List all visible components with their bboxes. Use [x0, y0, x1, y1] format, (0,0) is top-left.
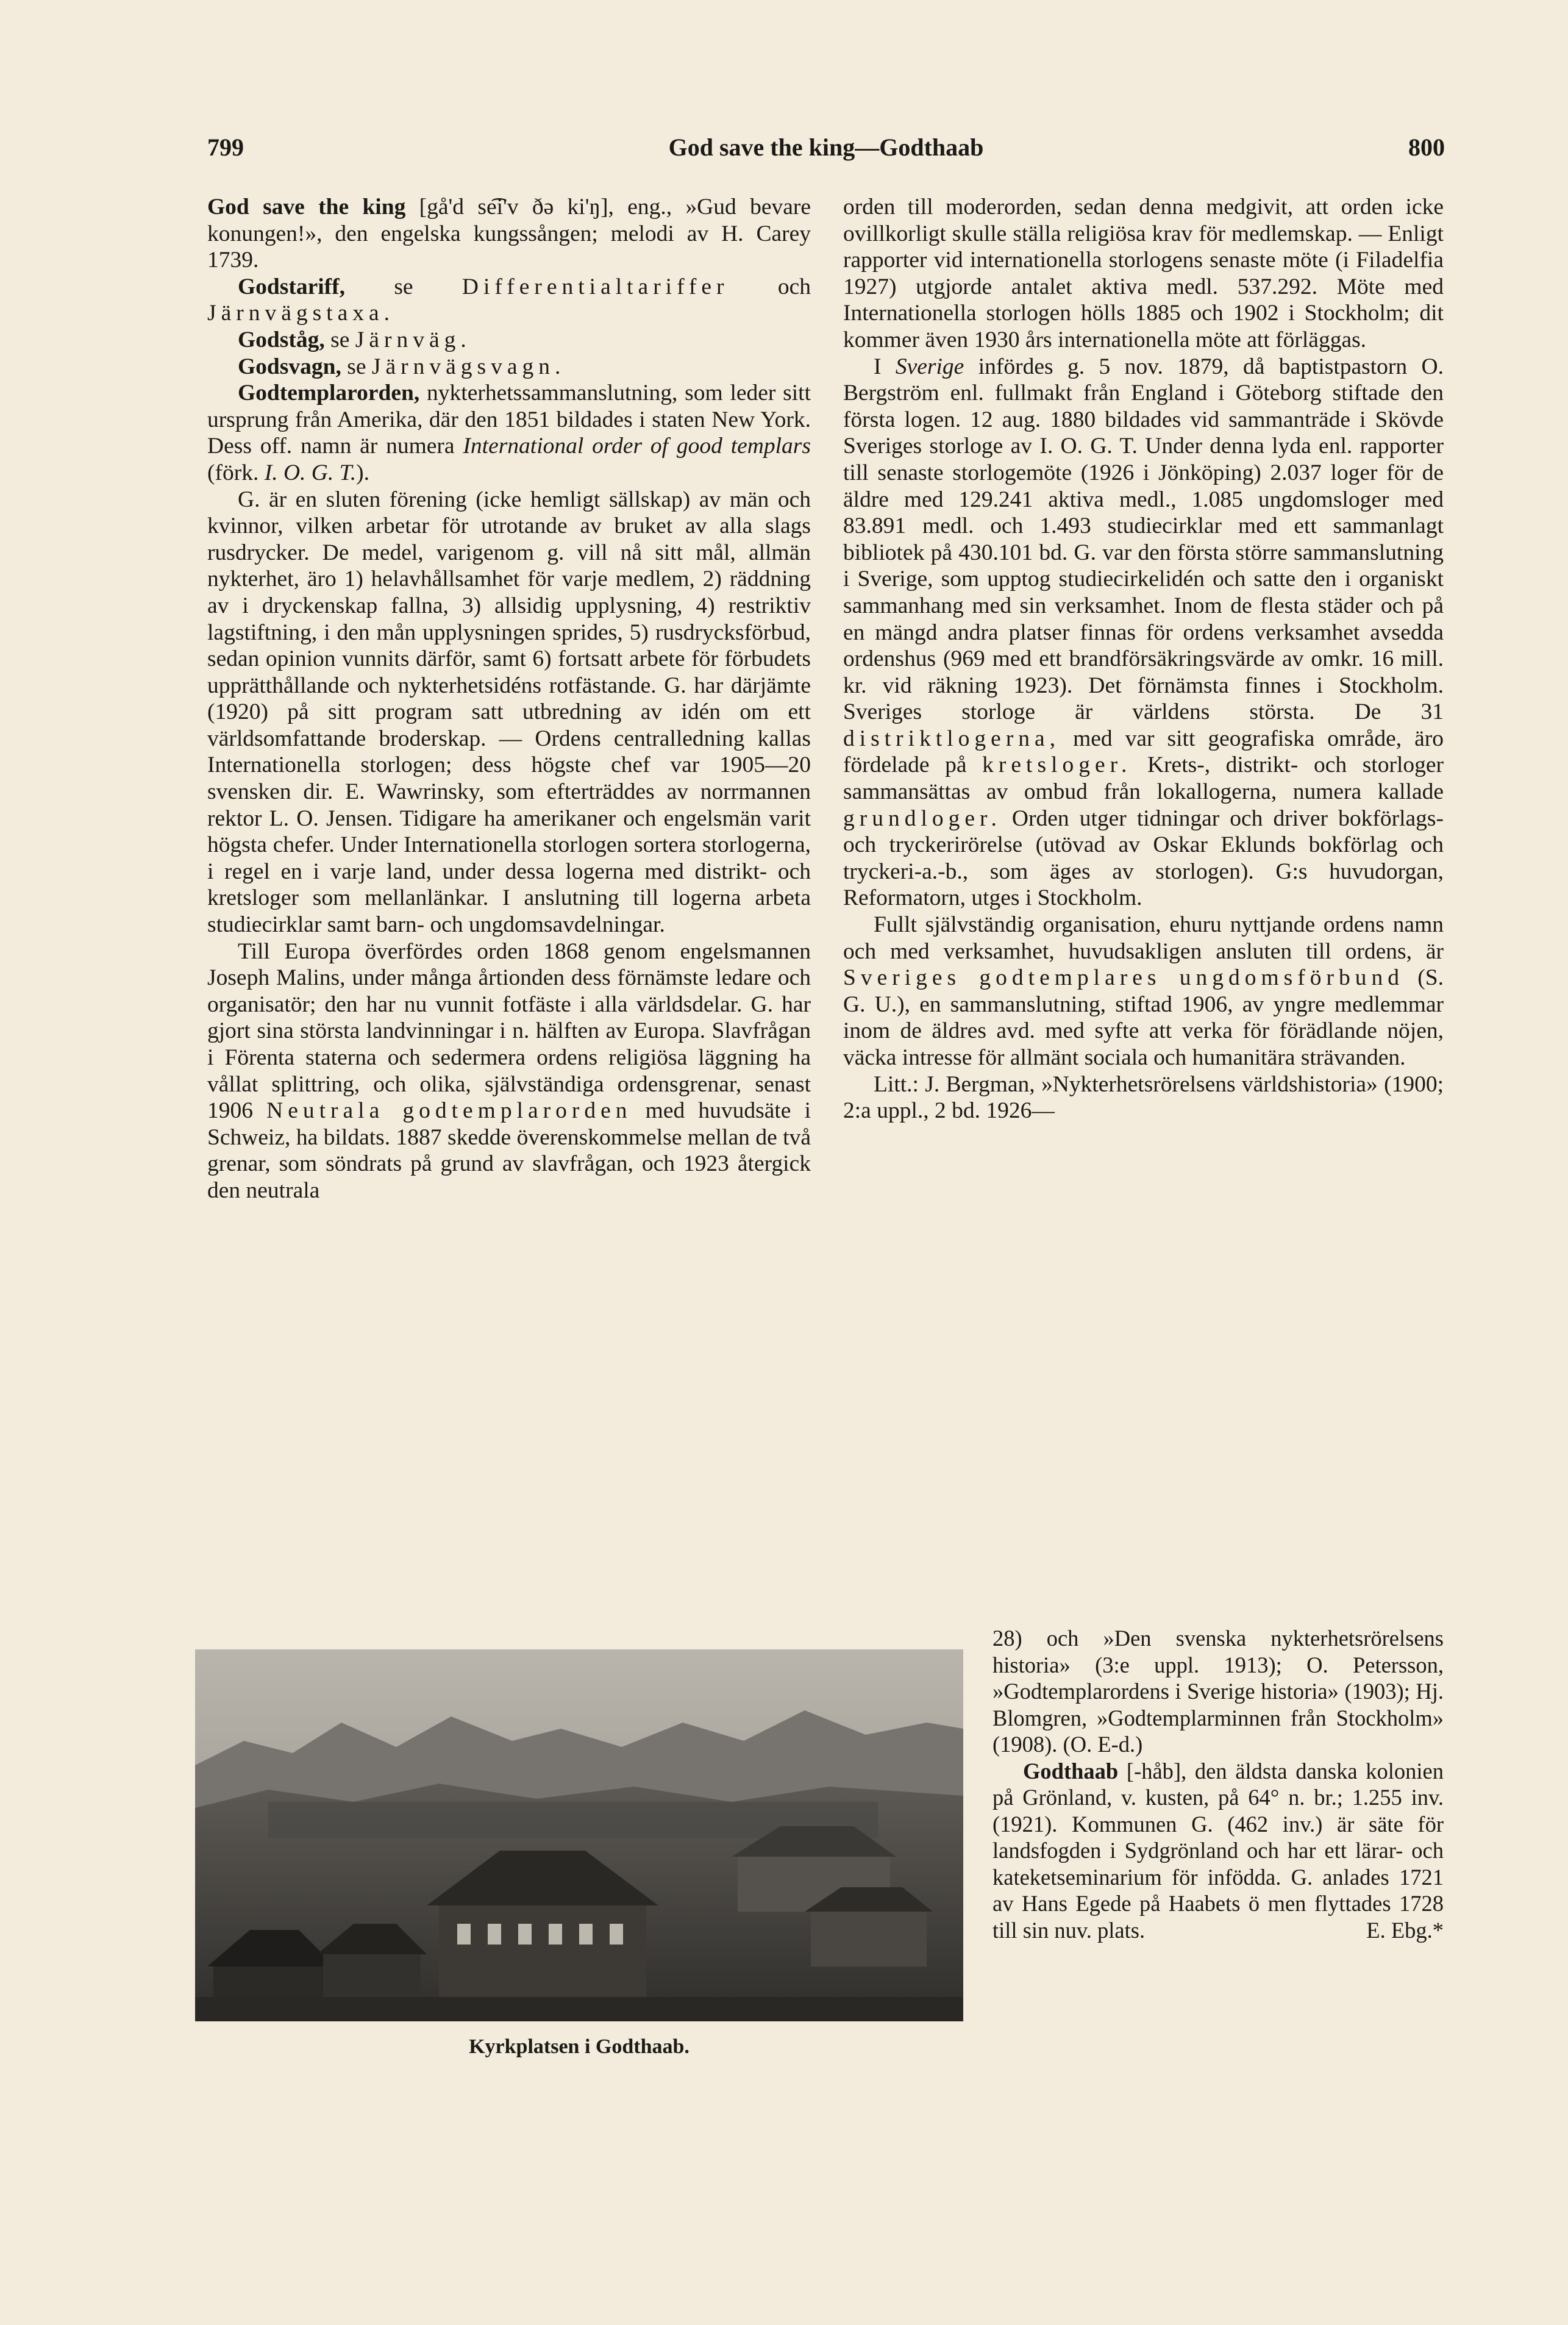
italic-name: International order of good templars — [463, 434, 811, 459]
page-number-right: 800 — [1408, 134, 1445, 161]
headword: Godthaab — [1023, 1758, 1119, 1784]
headword: God save the king — [207, 195, 406, 220]
entry-godstag — [207, 327, 811, 354]
entry-text: med huvudsäte i Schweiz, ha bildats. 1887 skedde överenskommelse mellan de två grenar, som söndrats på grund av slavfrågan, och 1923 återgick den neutrala — [207, 1098, 811, 1203]
entry-text: Fullt självständig organisation, ehuru nyttjande ordens namn och med verksamhet, huvudsakligen ansluten till ordens, är — [843, 912, 1444, 964]
entry-god-save-the-king — [207, 194, 811, 274]
entry-text: (förk. — [207, 460, 265, 485]
entry-text: nykterhetssammanslutning, som leder sitt ursprung från Amerika, där den 1851 bildades i staten New York. Dess off. namn är numera — [207, 380, 811, 459]
entry-text: infördes g. 5 nov. 1879, då baptistpastorn O. Bergström enl. fullmakt från England i Göteborg stiftade den första logen. 12 aug. 1880 bildades vid sammanträde i Skövde Sveriges storloge av I. O. G. T. Under denna lyda enl. rapporter till senaste storlogemöte (1926 i Jönköping) 2.037 loger för de äldre med 129.241 aktiva medl., 1.085 ungdomsloger med 83.891 medl. och 1.493 studiecirklar med ett sammanlagt bibliotek på 430.101 bd. G. var den första större sammanslutning i Sverige, som upptog studiecirkelidén och satte den i organiskt sammanhang med sin verksamhet. Inom de flesta städer och på en mängd andra platser finnas för ordens verksamhet avsedda ordenshus (969 med ett brandförsäkringsvärde av omkr. 16 mill. kr. vid räkning 1923). Det förnämsta finnes i Stockholm. Sveriges storloge är världens största. De 31 — [843, 354, 1444, 725]
entry-godtemplarorden — [207, 380, 811, 486]
halftone-photo — [195, 1649, 963, 2021]
entry-text: [gå'd se͡i'v ðə ki'ŋ], eng., »Gud bevare konungen!», den engelska kungssången; melodi av H. Carey 1739. — [207, 195, 811, 273]
paragraph: G. är en sluten förening (icke hemligt sällskap) av män och kvinnor, vilken arbetar för utrotande av bruket av alla slags rusdrycker. De medel, varigenom g. vill nå sitt mål, allmän nykterhet, äro 1) helavhållsamhet för varje medlem, 2) räddning av i dryckenskap fallna, 3) allsidig upplysning, 4) restriktiv lagstiftning, i den mån upplysningen sprides, 5) rusdrycksförbud, sedan opinion vunnits därför, samt 6) fortsatt arbete för förbudets upprätthållande och nykterhetsidéns rotfästande. G. har därjämte (1920) på sitt program satt utbredning av idén om ett världsomfattande broderskap. — Ordens centralledning kallas Internationella storlogen; dess högste chef var 1905—20 svensken dir. E. Wawrinsky, som efterträddes av norrmannen rektor L. O. Jensen. Tidigare ha amerikaner och engelsmän varit högsta chefer. Under Internationella storlogen sortera storlogerna, i regel en i varje land, under dessa logerna med distrikt- och kretsloger som mellanlänkar. I anslutning till logerna arbeta studiecirklar samt barn- och ungdomsavdelningar. — [207, 487, 811, 938]
cross-reference: Järnvägsvagn. — [371, 354, 566, 379]
entry-text: Orden utger tidningar och driver bokförlags- och tryckerirörelse (utövad av Oskar Eklunds bokförlag och tryckeri-a.-b., som äges av storlogen). G:s huvudorgan, Reformatorn, utges i Stockholm. — [843, 805, 1444, 911]
entry-text: med var sitt geografiska område, äro fördelade på — [843, 726, 1444, 778]
author-signature: E. Ebg.* — [1366, 1917, 1444, 1943]
entry-text: (S. G. U.), en sammanslutning, stiftad 1906, av yngre medlemmar inom de äldres avd. med syfte att verka för förädlande nöjen, väcka intresse för allmänt sociala och humanitära strävanden. — [843, 965, 1444, 1070]
running-header — [207, 133, 1445, 170]
literature-reference: Litt.: J. Bergman, »Nykterhetsrörelsens världshistoria» (1900; 2:a uppl., 2 bd. 1926— — [843, 1071, 1444, 1124]
cross-reference: Differentialtariffer — [461, 274, 729, 299]
headword: Godstariff, — [238, 274, 346, 299]
entry-godthaab — [992, 1758, 1444, 1944]
see-label: se — [341, 354, 372, 379]
entry-text: [-håb], den äldsta danska kolonien på Grönland, v. kusten, på 64° n. br.; 1.255 inv. (1921). Kommunen G. (462 inv.) är säte för landsfogden i Sydgrönland och har ett lärar- och kateketseminarium för infödda. G. anlades 1721 av Hans Egede på Haabets ö men flyttades 1728 till sin nuv. plats. — [992, 1758, 1444, 1943]
running-title: God save the king—Godthaab — [668, 134, 984, 161]
headword: Godsvagn, — [238, 354, 341, 379]
paragraph — [843, 912, 1444, 1071]
paragraph: orden till moderorden, sedan denna medgivit, att orden icke ovillkorligt skulle ställa religiösa krav för medlemskap. — Enligt rapporter vid internationella storlogens senaste möte (i Filadelfia 1927) utgjorde antalet aktiva medl. 537.292. Möte med Internationella storlogen hölls 1885 och 1902 i Stockholm; dit kommer även 1930 års internationella möte att förläggas. — [843, 195, 1444, 352]
entry-godstariff — [207, 274, 811, 327]
right-column — [843, 194, 1444, 1124]
right-column-narrow — [992, 1625, 1444, 1943]
abbreviation: I. O. G. T. — [264, 460, 357, 485]
spaced-term: kretsloger. — [982, 752, 1132, 778]
see-label: se — [345, 274, 462, 299]
spaced-term: Neutrala godtemplarorden — [266, 1098, 632, 1124]
spaced-term: grundloger. — [843, 805, 1002, 831]
conjunction: och — [729, 274, 811, 299]
entry-text: Till Europa överfördes orden 1868 genom engelsmannen Joseph Malins, under många årtionden dess förnämste ledare och organisatör; den har nu vunnit fotfäste i alla världsdelar. G. har gjort sina största landvinningar i n. hälften av Europa. Slavfrågan i Förenta staterna och sedermera ordens religiösa läggning ha vållat splittring, och olika, självständiga ordensgrenar, senast 1906 — [207, 938, 811, 1124]
entry-text: Krets-, distrikt- och storloger sammansättas av ombud från lokallogerna, numera kallade — [843, 752, 1444, 805]
left-column — [207, 194, 811, 1204]
headword: Godståg, — [238, 327, 325, 352]
spaced-term: Sveriges godtemplares ungdomsförbund — [843, 965, 1404, 991]
italic-term: Sverige — [895, 354, 964, 379]
cross-reference: Järnväg. — [355, 327, 471, 352]
see-label: se — [324, 327, 355, 352]
entry-text: ). — [356, 460, 369, 485]
paragraph — [207, 938, 811, 1204]
entry-text: I — [874, 354, 896, 379]
page-number-left: 799 — [207, 134, 244, 161]
paragraph — [843, 354, 1444, 912]
figure-caption: Kyrkplatsen i Godthaab. — [469, 2035, 690, 2058]
photo-godthaab-church-square — [195, 1649, 963, 2021]
entry-godsvagn — [207, 354, 811, 380]
cross-reference: Järnvägstaxa. — [207, 301, 395, 326]
headword: Godtemplarorden, — [238, 380, 420, 406]
literature-reference-continued: 28) och »Den svenska nykterhetsrörelsens historia» (3:e uppl. 1913); O. Petersson, »Godtemplarordens i Sverige historia» (1903); Hj. Blomgren, »Godtemplarminnen från Stockholm» (1908). (O. E-d.) — [992, 1626, 1444, 1757]
spaced-term: distriktlogerna, — [843, 726, 1061, 751]
